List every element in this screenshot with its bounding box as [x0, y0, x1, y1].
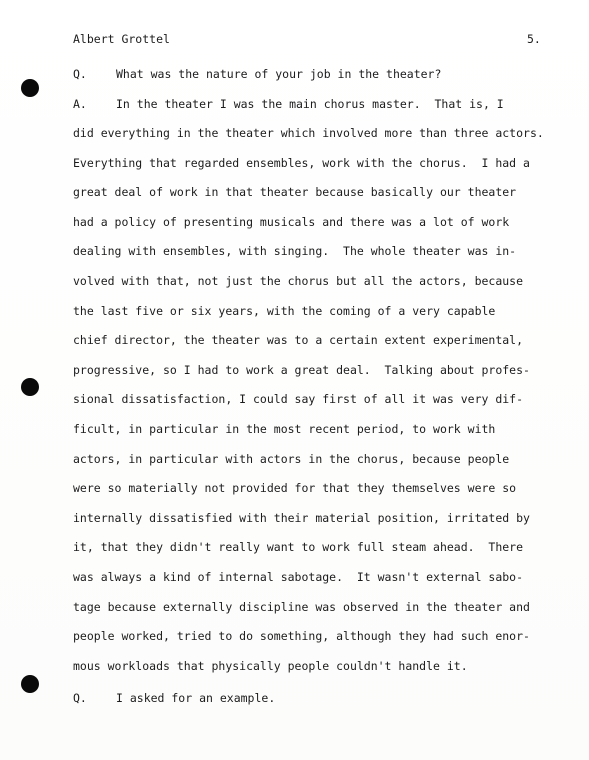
- answer-marker: A.: [73, 97, 87, 111]
- answer-line: actors, in particular with actors in the chorus, because people: [73, 452, 510, 466]
- question-text: I asked for an example.: [116, 691, 276, 705]
- answer-line: were so materially not provided for that they themselves were so: [73, 481, 517, 495]
- punch-hole: [21, 675, 39, 693]
- answer-first-line: [73, 97, 504, 111]
- answer-line: great deal of work in that theater because basically our theater: [73, 185, 517, 199]
- answer-line: sional dissatisfaction, I could say first of all it was very dif-: [73, 392, 524, 406]
- answer-line: dealing with ensembles, with singing. The whole theater was in-: [73, 244, 517, 258]
- answer-line: it, that they didn't really want to work full steam ahead. There: [73, 540, 524, 554]
- question-line: [73, 691, 275, 705]
- question-marker: Q.: [73, 691, 87, 705]
- interviewee-name: Albert Grottel: [73, 32, 170, 46]
- punch-hole: [21, 79, 39, 97]
- answer-line: ficult, in particular in the most recent period, to work with: [73, 422, 496, 436]
- answer-line: internally dissatisfied with their material position, irritated by: [73, 511, 530, 525]
- answer-text: In the theater I was the main chorus master. That is, I: [116, 97, 504, 111]
- answer-line: was always a kind of internal sabotage. It wasn't external sabo-: [73, 570, 524, 584]
- question-marker: Q.: [73, 67, 87, 81]
- page-number: 5.: [527, 32, 541, 46]
- answer-line: Everything that regarded ensembles, work with the chorus. I had a: [73, 156, 530, 170]
- answer-line: people worked, tried to do something, although they had such enor-: [73, 629, 530, 643]
- answer-line: progressive, so I had to work a great deal. Talking about profes-: [73, 363, 530, 377]
- punch-hole: [21, 378, 39, 396]
- answer-line: did everything in the theater which involved more than three actors.: [73, 126, 544, 140]
- answer-line: volved with that, not just the chorus but all the actors, because: [73, 274, 524, 288]
- question-line: [73, 67, 441, 81]
- answer-line: the last five or six years, with the coming of a very capable: [73, 304, 496, 318]
- answer-line: mous workloads that physically people couldn't handle it.: [73, 659, 468, 673]
- answer-line: tage because externally discipline was observed in the theater and: [73, 600, 530, 614]
- answer-line: had a policy of presenting musicals and there was a lot of work: [73, 215, 510, 229]
- answer-line: chief director, the theater was to a certain extent experimental,: [73, 333, 524, 347]
- question-text: What was the nature of your job in the theater?: [116, 67, 442, 81]
